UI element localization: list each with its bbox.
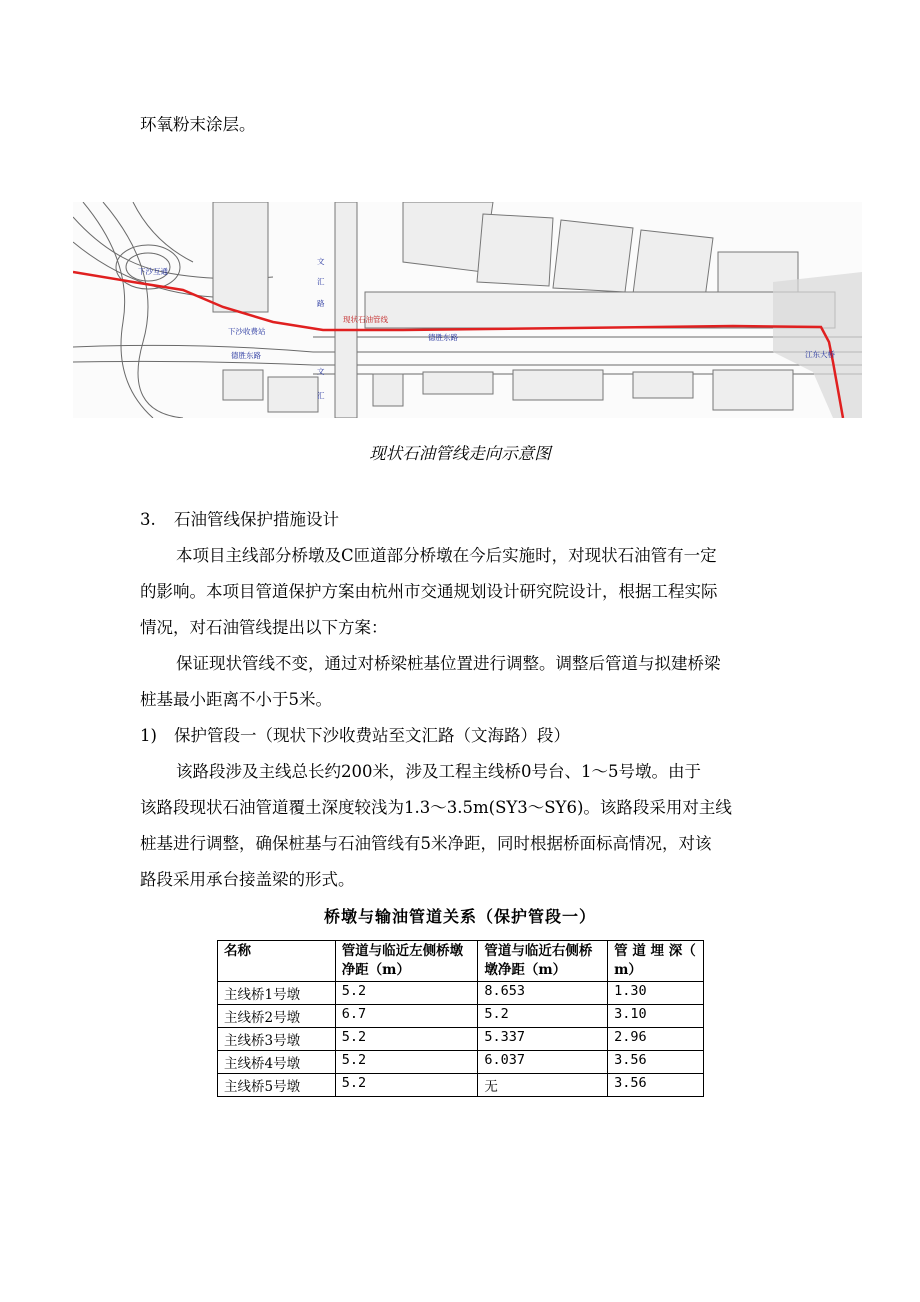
paragraph-2-line-1: 保证现状管线不变，通过对桥梁桩基位置进行调整。调整后管道与拟建桥梁 [176,654,721,673]
section-heading: 石油管线保护措施设计 [174,510,339,529]
map-label-existing-pipeline: 现状石油管线 [343,315,388,324]
figure-caption: 现状石油管线走向示意图 [369,444,551,463]
header-right-clearance: 管道与临近右侧桥墩净距（m） [478,941,608,982]
table-row [218,982,704,1005]
cell-name: 主线桥1号墩 [218,982,336,1005]
table-caption: 桥墩与输油管道关系（保护管段一） [323,907,596,926]
cell-name: 主线桥4号墩 [218,1051,336,1074]
map-label-wenhui-4: 文 [317,367,325,376]
map-label-wenhui-3: 路 [317,299,325,308]
paragraph-1-line-1: 本项目主线部分桥墩及C匝道部分桥墩在今后实施时，对现状石油管有一定 [176,546,717,565]
paragraph-3-line-3: 桩基进行调整，确保桩基与石油管线有5米净距，同时根据桥面标高情况，对该 [140,834,712,853]
section-heading-number: 3. [140,510,156,529]
cell-right: 6.037 [478,1051,608,1074]
cell-right: 5.2 [478,1005,608,1028]
list-item-heading: 保护管段一（现状下沙收费站至文汇路（文海路）段） [174,726,570,745]
map-label-wenhui-1: 文 [317,257,325,266]
pipeline-route-map [73,202,862,418]
cell-name: 主线桥3号墩 [218,1028,336,1051]
header-name: 名称 [218,941,336,982]
cell-depth: 1.30 [608,982,704,1005]
header-left-clearance: 管道与临近左侧桥墩净距（m） [335,941,478,982]
pier-pipeline-table [217,940,704,1097]
paragraph-3-line-2: 该路段现状石油管道覆土深度较浅为1.3～3.5m(SY3～SY6)。该路段采用对主线 [140,798,732,817]
map-label-xiasha-toll: 下沙收费站 [228,327,266,336]
table-row [218,1074,704,1097]
paragraph-3-line-1: 该路段涉及主线总长约200米，涉及工程主线桥0号台、1～5号墩。由于 [176,762,701,781]
cell-depth: 3.10 [608,1005,704,1028]
map-label-dexin-road: 德胜东路 [428,333,458,342]
cell-right: 无 [478,1074,608,1097]
cell-name: 主线桥5号墩 [218,1074,336,1097]
header-burial-depth: 管 道 埋 深（ m） [608,941,704,982]
cell-left: 5.2 [335,1074,478,1097]
cell-depth: 2.96 [608,1028,704,1051]
paragraph-1-line-2: 的影响。本项目管道保护方案由杭州市交通规划设计研究院设计，根据工程实际 [140,582,718,601]
table-row [218,1028,704,1051]
cell-depth: 3.56 [608,1051,704,1074]
cell-name: 主线桥2号墩 [218,1005,336,1028]
cell-left: 5.2 [335,982,478,1005]
paragraph-3-line-4: 路段采用承台接盖梁的形式。 [140,870,355,889]
map-label-wenhui-2: 汇 [317,277,325,286]
cell-left: 5.2 [335,1051,478,1074]
cell-right: 8.653 [478,982,608,1005]
cell-right: 5.337 [478,1028,608,1051]
map-label-wenhui-5: 汇 [317,391,325,400]
table-row [218,1005,704,1028]
paragraph-1-line-3: 情况，对石油管线提出以下方案： [140,618,388,637]
cell-left: 6.7 [335,1005,478,1028]
map-label-xiasha-interchange: 下沙互通 [138,267,168,276]
table-row [218,1051,704,1074]
table-header-row [218,941,704,982]
intro-tail-text: 环氧粉末涂层。 [140,115,256,134]
cell-left: 5.2 [335,1028,478,1051]
map-label-jiangdong: 江东大桥 [805,350,835,359]
list-item-number: 1) [140,726,157,745]
map-label-dexin-east: 德胜东路 [231,351,261,360]
paragraph-2-line-2: 桩基最小距离不小于5米。 [140,690,332,709]
cell-depth: 3.56 [608,1074,704,1097]
